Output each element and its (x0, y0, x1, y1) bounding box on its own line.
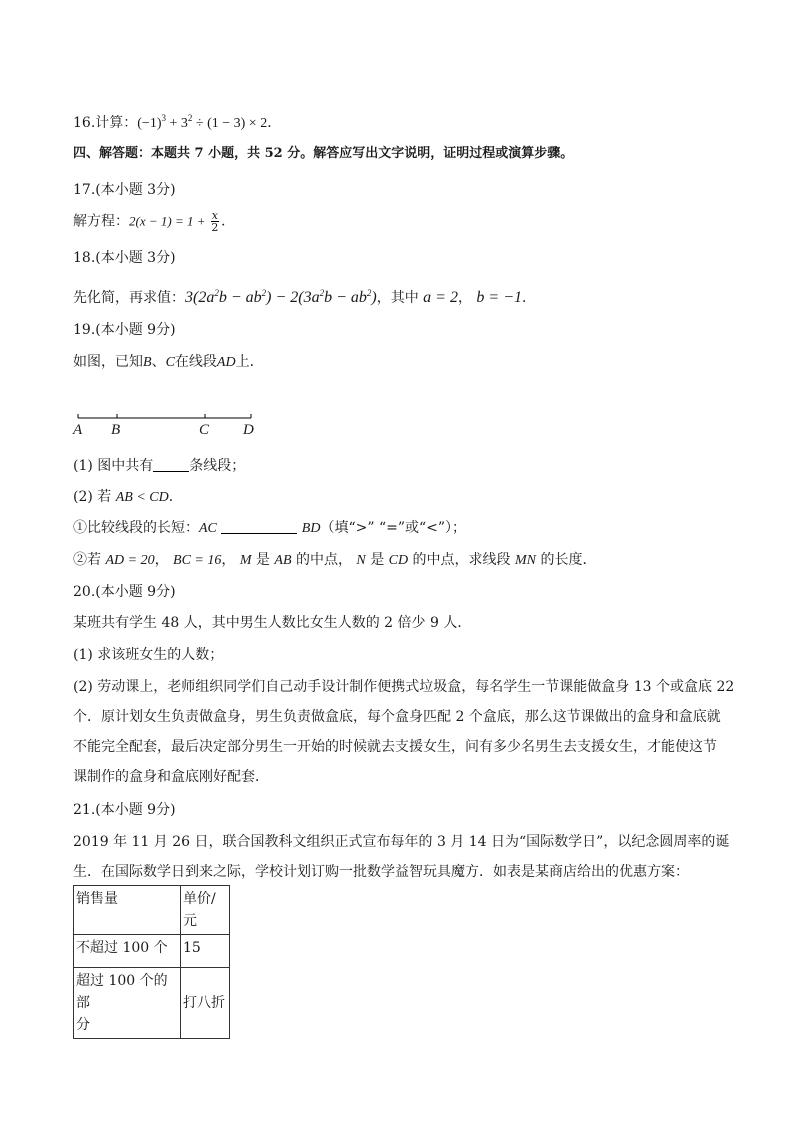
table-cell: 不超过 100 个 (74, 935, 181, 968)
q20-part-2-line-2: 个．原计划女生负责做盒身，男生负责做盒底，每个盒身匹配 2 个盒底，那么这节课做出的盒身和盒底就 (73, 709, 721, 725)
table-row (74, 886, 230, 935)
q20-part-2-line-4: 课制作的盒身和盒底刚好配套． (73, 769, 269, 785)
q18-expression: $3(2a^2b - ab^2) - 2(3a^2b - ab^2)$ (185, 288, 377, 306)
fraction-x-over-2: $\frac{x}{2}$ (211, 209, 219, 234)
question-17-body: 解方程：2(x − 1) = 1 + $\frac{x}{2}$ . (73, 209, 226, 234)
table-header-cell: 销售量 (74, 886, 181, 935)
point-label-d: D (243, 422, 254, 438)
q21-line-1: 2019 年 11 月 26 日，联合国教科文组织正式宣布每年的 3 月 14 日为“国际数学日”，以纪念圆周率的诞 (73, 834, 730, 850)
section-4-heading: 四、解答题：本题共 7 小题，共 52 分。解答应写出文字说明，证明过程或演算步骤。 (73, 146, 574, 161)
answer-blank-1[interactable] (153, 457, 189, 472)
question-18-body: 先化简，再求值：$3(2a^2b - ab^2) - 2(3a^2b - ab^2)$，其中 a = 2， b = −1． (73, 288, 536, 306)
table-cell: 打八折 (181, 968, 230, 1039)
question-19-header: 19.(本小题 9分) (73, 322, 176, 338)
q19-part-1: (1) 图中共有 条线段； (73, 458, 246, 474)
point-label-b: B (111, 422, 121, 438)
table-row (74, 935, 230, 968)
q19-part-2-1: ①比较线段的长短：AC BD（填“>” “=”或“<”）； (73, 520, 467, 536)
point-label-c: C (199, 422, 210, 438)
question-17-header: 17.(本小题 3分) (73, 182, 176, 198)
q20-intro: 某班共有学生 48 人，其中男生人数比女生人数的 2 倍少 9 人． (73, 615, 472, 631)
table-header-cell: 单价/元 (181, 886, 230, 935)
discount-table (73, 885, 230, 1039)
table-row (74, 968, 230, 1039)
answer-blank-2[interactable] (221, 519, 297, 534)
question-18-header: 18.(本小题 3分) (73, 250, 176, 266)
question-19-intro: 如图，已知B、C在线段AD上． (73, 354, 264, 370)
question-20-header: 20.(本小题 9分) (73, 584, 176, 600)
question-16: 16.计算：$(-1)^3 + 3^2 \div (1 - 3) \times 2$． (73, 113, 282, 131)
point-label-a: A (73, 422, 83, 438)
q20-part-1: (1) 求该班女生的人数； (73, 647, 224, 663)
q20-part-2-line-1: (2) 劳动课上，老师组织同学们自己动手设计制作便携式垃圾盒，每名学生一节课能做盒身 13 个或盒底 22 (73, 679, 735, 695)
q20-part-2-line-3: 不能完全配套，最后决定部分男生一开始的时候就去支援女生，问有多少名男生去支援女生，才能使这节 (73, 739, 717, 755)
line-segment-figure (73, 402, 263, 442)
segment-ad-drawing (73, 408, 263, 428)
table-cell: 超过 100 个的部 分 (74, 968, 181, 1039)
q16-expression: $(-1)^3 + 3^2 \div (1 - 3) \times 2$ (137, 113, 268, 131)
q19-part-2: (2) 若 AB < CD． (73, 489, 183, 505)
q21-line-2: 生．在国际数学日到来之际，学校计划订购一批数学益智玩具魔方．如表是某商店给出的优惠方案： (73, 864, 689, 880)
question-21-header: 21.(本小题 9分) (73, 802, 176, 818)
q19-part-2-2: ②若 AD = 20， BC = 16， M 是 AB 的中点， N 是 CD 的中点，求线段 MN 的长度． (73, 552, 597, 568)
table-cell: 15 (181, 935, 230, 968)
